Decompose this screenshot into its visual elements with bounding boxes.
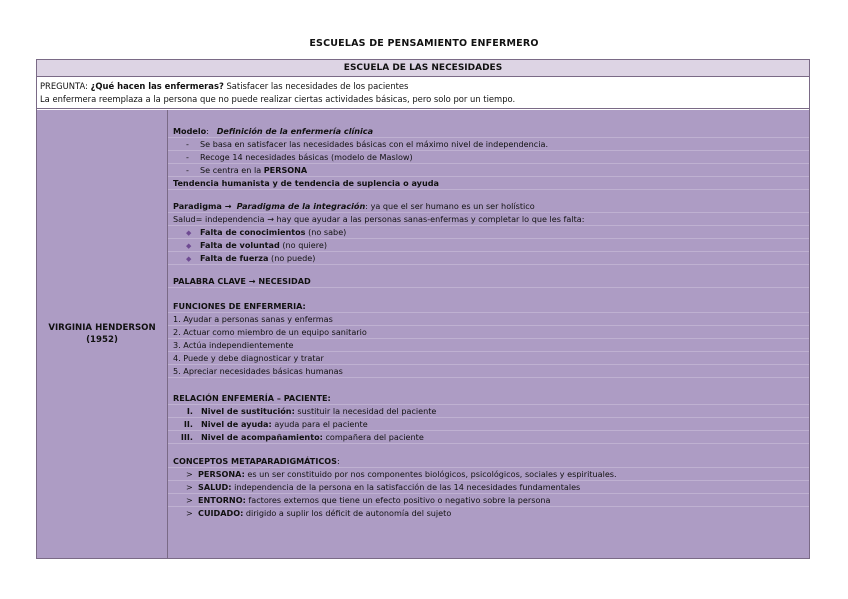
document-title: ESCUELAS DE PENSAMIENTO ENFERMERO (309, 38, 539, 49)
dash-icon: - (186, 165, 189, 175)
question-line (40, 80, 806, 93)
function-item: 1. Ayudar a personas sanas y enfermas (168, 313, 809, 326)
model-tendency: Tendencia humanista y de tendencia de suplencia o ayuda (168, 177, 809, 190)
model-bullet: - Se centra en la PERSONA (168, 164, 809, 177)
author-name: VIRGINIA HENDERSON (48, 323, 156, 333)
functions-title: FUNCIONES DE ENFERMERIA: (168, 300, 809, 313)
model-colon: : (206, 126, 209, 136)
concept-item: > CUIDADO: dirigido a suplir los déficit de autonomía del sujeto (186, 508, 452, 518)
dash-icon: - (186, 152, 189, 162)
diamond-bullet-icon: ◆ (186, 229, 192, 237)
dash-icon: - (186, 139, 189, 149)
author-row (37, 110, 809, 558)
relation-item: II. Nivel de ayuda: ayuda para el paciente (168, 418, 809, 431)
concept-item: > SALUD: independencia de la persona en la satisfacción de las 14 necesidades fundamentales (168, 481, 809, 494)
diamond-bullet-icon: ◆ (186, 255, 192, 263)
chevron-right-icon: > (186, 482, 193, 492)
function-item: 3. Actúa independientemente (168, 339, 809, 352)
lack-item: ◆ Falta de conocimientos (no sabe) (168, 226, 809, 239)
paradigm-title: Paradigma de la integración (236, 201, 366, 211)
lack-item: ◆ Falta de voluntad (no quiere) (168, 239, 809, 252)
content-cell (168, 110, 809, 558)
question-label: PREGUNTA: (40, 81, 91, 91)
question-block (37, 77, 809, 109)
model-bullet: - Se basa en satisfacer las necesidades básicas con el máximo nivel de independencia. (168, 138, 809, 151)
chevron-right-icon: > (186, 508, 193, 518)
author-cell (37, 110, 168, 558)
model-title: Definición de la enfermería clínica (216, 126, 374, 136)
question-answer: Satisfacer las necesidades de los pacientes (223, 81, 409, 91)
question-explanation: La enfermera reemplaza a la persona que no puede realizar ciertas actividades básicas, pero solo por un tiempo. (40, 94, 516, 104)
chevron-right-icon: > (186, 469, 193, 479)
diamond-bullet-icon: ◆ (186, 242, 192, 250)
function-item: 4. Puede y debe diagnosticar y tratar (168, 352, 809, 365)
model-bullet: - Recoge 14 necesidades básicas (modelo de Maslow) (168, 151, 809, 164)
model-line (168, 125, 809, 138)
paradigm-health: Salud= independencia → hay que ayudar a las personas sanas-enfermas y completar lo que les falta: (168, 213, 809, 226)
function-item: 5. Apreciar necesidades básicas humanas (168, 365, 809, 378)
paradigm-line (168, 200, 809, 213)
paradigm-rest: : ya que el ser humano es un ser holístico (365, 201, 535, 211)
chevron-right-icon: > (186, 495, 193, 505)
paradigm-label: Paradigma → (173, 201, 232, 211)
lack-item: ◆ Falta de fuerza (no puede) (168, 252, 809, 265)
school-table (36, 59, 810, 559)
relation-title: RELACIÓN ENFEMERÍA – PACIENTE: (168, 392, 809, 405)
function-item: 2. Actuar como miembro de un equipo sanitario (168, 326, 809, 339)
school-header: ESCUELA DE LAS NECESIDADES (37, 60, 809, 77)
keyword-line: PALABRA CLAVE → NECESIDAD (168, 275, 809, 288)
concept-item: > ENTORNO: factores externos que tiene un efecto positivo o negativo sobre la persona (168, 494, 809, 507)
question-bold: ¿Qué hacen las enfermeras? (90, 81, 224, 91)
author-year: (1952) (86, 335, 118, 345)
model-label: Modelo (173, 126, 207, 136)
concepts-title: CONCEPTOS METAPARADIGMÁTICOS: (168, 455, 809, 468)
relation-item: I. Nivel de sustitución: sustituir la necesidad del paciente (168, 405, 809, 418)
relation-item: III. Nivel de acompañamiento: compañera del paciente (168, 431, 809, 444)
concept-item: > PERSONA: es un ser constituido por nos componentes biológicos, psicológicos, sociales y espirituales. (168, 468, 809, 481)
